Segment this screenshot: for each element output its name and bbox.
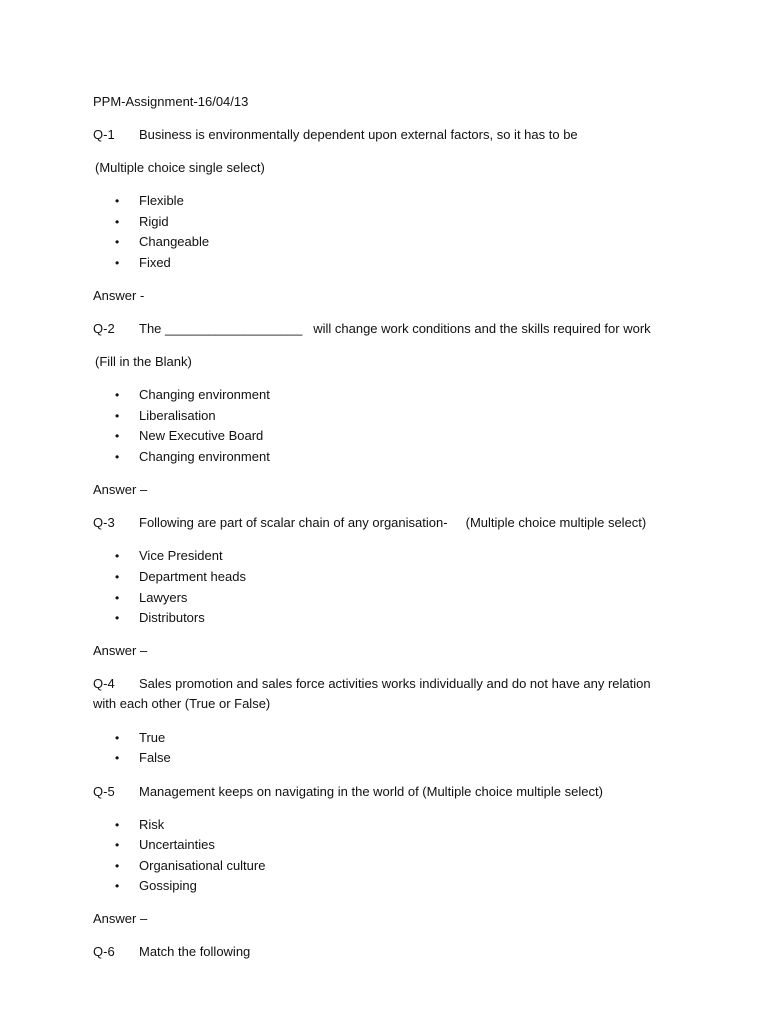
question-2-option: • New Executive Board	[115, 428, 264, 443]
question-5	[93, 784, 603, 800]
question-2-number: Q-2	[93, 321, 115, 336]
question-3	[93, 515, 646, 531]
bullet-icon: •	[115, 256, 120, 270]
question-2-option: • Liberalisation	[115, 408, 216, 423]
question-3-text: Following are part of scalar chain of any organisation- (Multiple choice multiple select)	[139, 515, 647, 530]
question-4-text-line2: with each other (True or False)	[93, 696, 271, 711]
bullet-icon: •	[115, 450, 120, 464]
question-5-number: Q-5	[93, 784, 115, 799]
question-6	[93, 944, 250, 960]
question-3-answer: Answer –	[93, 643, 148, 658]
bullet-icon: •	[115, 859, 120, 873]
question-2-text: The ___________________ will change work conditions and the skills required for work	[139, 321, 651, 336]
bullet-icon: •	[115, 235, 120, 249]
question-1-option: • Changeable	[115, 234, 210, 249]
question-3-option: • Department heads	[115, 569, 246, 584]
bullet-icon: •	[115, 611, 120, 625]
bullet-icon: •	[115, 818, 120, 832]
bullet-icon: •	[115, 591, 120, 605]
bullet-icon: •	[115, 215, 120, 229]
bullet-icon: •	[115, 838, 120, 852]
bullet-icon: •	[115, 731, 120, 745]
bullet-icon: •	[115, 879, 120, 893]
question-4-number: Q-4	[93, 676, 115, 691]
question-4-text-line1: Sales promotion and sales force activities works individually and do not have any relation	[139, 676, 651, 691]
bullet-icon: •	[115, 194, 120, 208]
question-3-option: • Distributors	[115, 610, 205, 625]
question-5-option: • Risk	[115, 817, 165, 832]
bullet-icon: •	[115, 388, 120, 402]
question-2-option: • Changing environment	[115, 449, 270, 464]
document-title: PPM-Assignment-16/04/13	[93, 94, 249, 109]
question-1-text: Business is environmentally dependent upon external factors, so it has to be	[139, 127, 578, 142]
question-1-option: • Flexible	[115, 193, 184, 208]
bullet-icon: •	[115, 751, 120, 765]
question-3-option: • Lawyers	[115, 590, 188, 605]
question-4-option: • False	[115, 750, 171, 765]
bullet-icon: •	[115, 429, 120, 443]
question-5-option: • Organisational culture	[115, 858, 266, 873]
bullet-icon: •	[115, 409, 120, 423]
question-1	[93, 127, 578, 143]
question-2-option: • Changing environment	[115, 387, 270, 402]
question-1-option: • Fixed	[115, 255, 171, 270]
question-5-option: • Gossiping	[115, 878, 197, 893]
question-3-number: Q-3	[93, 515, 115, 530]
question-1-option: • Rigid	[115, 214, 169, 229]
question-2	[93, 321, 651, 337]
question-2-type: (Fill in the Blank)	[95, 354, 192, 369]
question-6-number: Q-6	[93, 944, 115, 959]
question-1-answer: Answer -	[93, 288, 145, 303]
question-5-text: Management keeps on navigating in the world of (Multiple choice multiple select)	[139, 784, 603, 799]
bullet-icon: •	[115, 570, 120, 584]
question-4	[93, 676, 651, 692]
question-5-answer: Answer –	[93, 911, 148, 926]
bullet-icon: •	[115, 549, 120, 563]
question-3-option: • Vice President	[115, 548, 223, 563]
question-4-option: • True	[115, 730, 166, 745]
question-6-text: Match the following	[139, 944, 251, 959]
question-1-number: Q-1	[93, 127, 115, 142]
question-2-answer: Answer –	[93, 482, 148, 497]
question-5-option: • Uncertainties	[115, 837, 215, 852]
question-1-type: (Multiple choice single select)	[95, 160, 265, 175]
